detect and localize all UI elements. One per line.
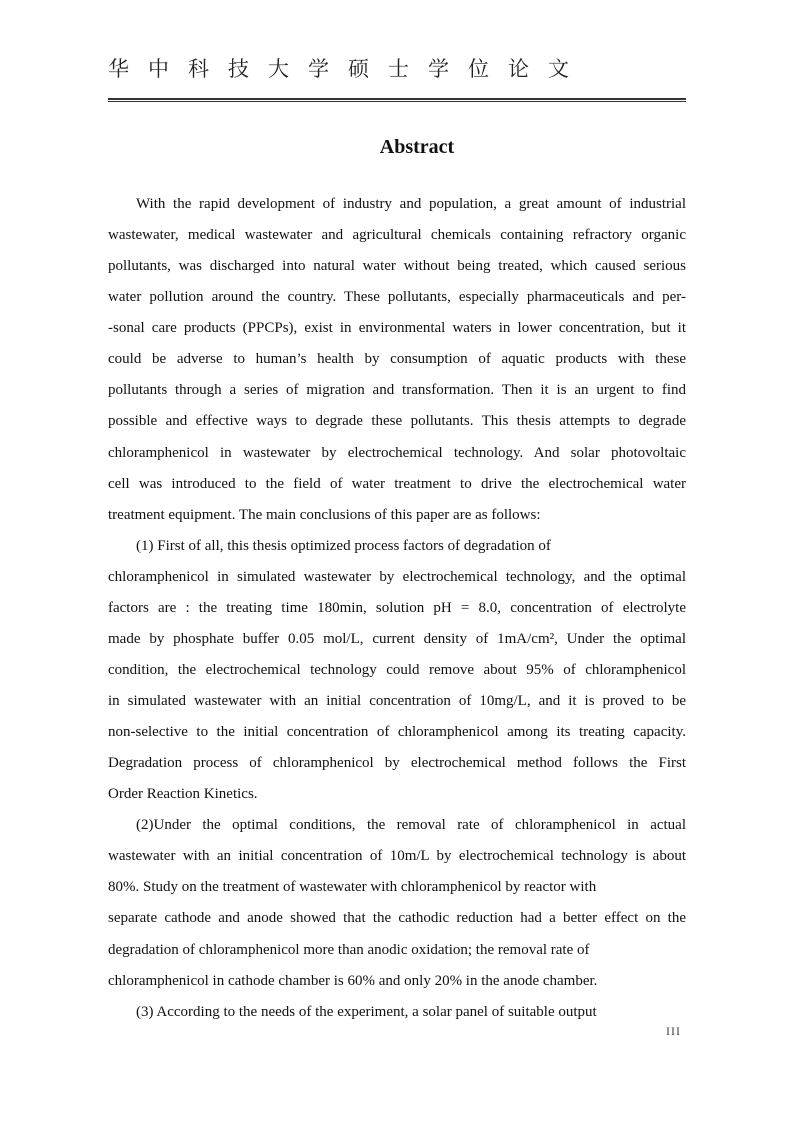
body-line: Degradation process of chloramphenicol by electrochemical method follows the First	[108, 755, 686, 772]
body-line: non-selective to the initial concentration of chloramphenicol among its treating capacity.	[108, 724, 686, 741]
abstract-heading: Abstract	[379, 136, 455, 158]
body-line: separate cathode and anode showed that the cathodic reduction had a better effect on the	[108, 910, 686, 927]
body-line: (3) According to the needs of the experiment, a solar panel of suitable output	[136, 1003, 597, 1020]
body-line: could be adverse to human’s health by consumption of aquatic products with these	[108, 351, 686, 368]
body-line: (2)Under the optimal conditions, the removal rate of chloramphenicol in actual	[136, 817, 686, 834]
running-header: 华中科技大学硕士学位论文	[108, 57, 588, 81]
body-line: factors are : the treating time 180min, solution pH = 8.0, concentration of electrolyte	[108, 599, 686, 616]
body-line: 80%. Study on the treatment of wastewater with chloramphenicol by reactor with	[108, 879, 597, 896]
body-line: in simulated wastewater with an initial concentration of 10mg/L, and it is proved to be	[108, 693, 686, 709]
body-line: Order Reaction Kinetics.	[108, 786, 258, 803]
header-rule	[108, 98, 686, 102]
body-line: With the rapid development of industry and population, a great amount of industrial	[136, 196, 686, 212]
body-line: condition, the electrochemical technology could remove about 95% of chloramphenicol	[108, 661, 686, 678]
body-line: pollutants through a series of migration and transformation. Then it is an urgent to find	[108, 382, 686, 399]
body-line: chloramphenicol in cathode chamber is 60% and only 20% in the anode chamber.	[108, 972, 598, 989]
abstract-body	[108, 189, 686, 1028]
body-line: pollutants, was discharged into natural water without being treated, which caused serious	[108, 258, 686, 275]
body-line: wastewater, medical wastewater and agricultural chemicals containing refractory organic	[108, 227, 686, 244]
body-line: water pollution around the country. These pollutants, especially pharmaceuticals and per-	[108, 289, 686, 306]
page-number: III	[666, 1024, 681, 1038]
body-line: (1) First of all, this thesis optimized process factors of degradation of	[136, 537, 551, 554]
body-line: chloramphenicol in wastewater by electrochemical technology. And solar photovoltaic	[108, 444, 686, 461]
body-line: cell was introduced to the field of water treatment to drive the electrochemical water	[108, 475, 686, 492]
body-line: made by phosphate buffer 0.05 mol/L, current density of 1mA/cm², Under the optimal	[108, 630, 686, 647]
body-line: chloramphenicol in simulated wastewater by electrochemical technology, and the optimal	[108, 568, 686, 585]
body-line: wastewater with an initial concentration of 10m/L by electrochemical technology is about	[108, 848, 686, 865]
body-line: possible and effective ways to degrade these pollutants. This thesis attempts to degrade	[108, 413, 686, 430]
body-line: -sonal care products (PPCPs), exist in environmental waters in lower concentration, but it	[108, 320, 686, 337]
body-line: degradation of chloramphenicol more than anodic oxidation; the removal rate of	[108, 941, 590, 958]
body-line: treatment equipment. The main conclusions of this paper are as follows:	[108, 506, 541, 523]
